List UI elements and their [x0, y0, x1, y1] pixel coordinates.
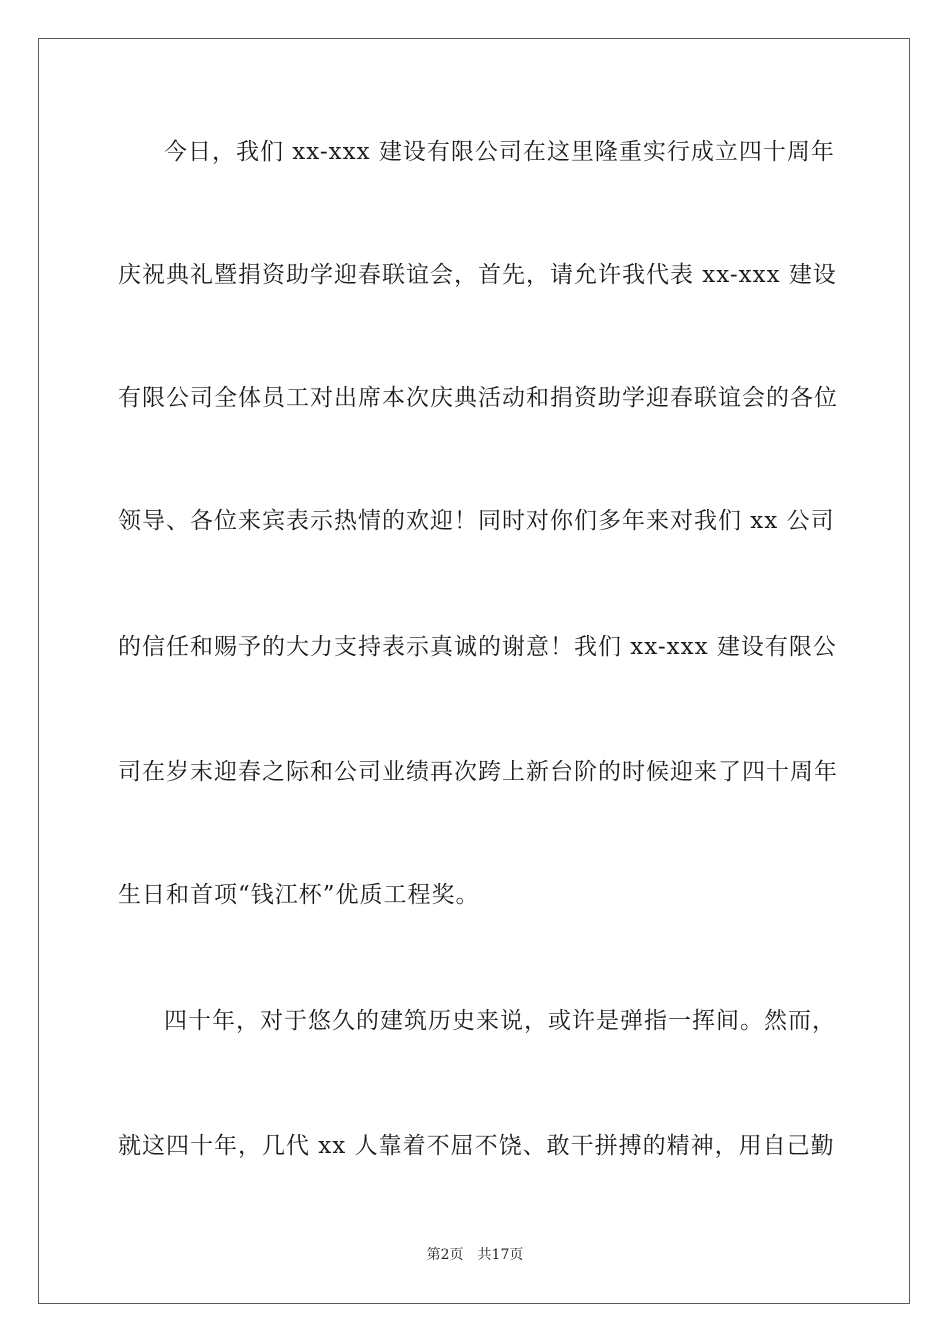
paragraph-1-line-1: 今日，我们 xx-xxx 建设有限公司在这里隆重实行成立四十周年	[164, 139, 835, 165]
paragraph-1-line-6: 司在岁末迎春之际和公司业绩再次跨上新台阶的时候迎来了四十周年	[118, 759, 838, 785]
paragraph-1-line-7: 生日和首项“钱江杯”优质工程奖。	[118, 882, 480, 908]
paragraph-1-line-2: 庆祝典礼暨捐资助学迎春联谊会，首先，请允许我代表 xx-xxx 建设	[118, 262, 837, 288]
page-border	[38, 38, 910, 1304]
paragraph-1-line-3: 有限公司全体员工对出席本次庆典活动和捐资助学迎春联谊会的各位	[118, 385, 838, 411]
page-total: 共17页	[477, 1247, 524, 1263]
paragraph-2-line-2: 就这四十年，几代 xx 人靠着不屈不饶、敢干拼搏的精神，用自己勤	[118, 1133, 835, 1159]
paragraph-2-line-1: 四十年，对于悠久的建筑历史来说，或许是弹指一挥间。然而，	[164, 1008, 836, 1034]
page-number: 第2页	[426, 1247, 464, 1263]
paragraph-1-line-5: 的信任和赐予的大力支持表示真诚的谢意！我们 xx-xxx 建设有限公	[118, 634, 837, 660]
paragraph-1-line-4: 领导、各位来宾表示热情的欢迎！同时对你们多年来对我们 xx 公司	[118, 508, 835, 534]
page-footer	[0, 1246, 950, 1264]
